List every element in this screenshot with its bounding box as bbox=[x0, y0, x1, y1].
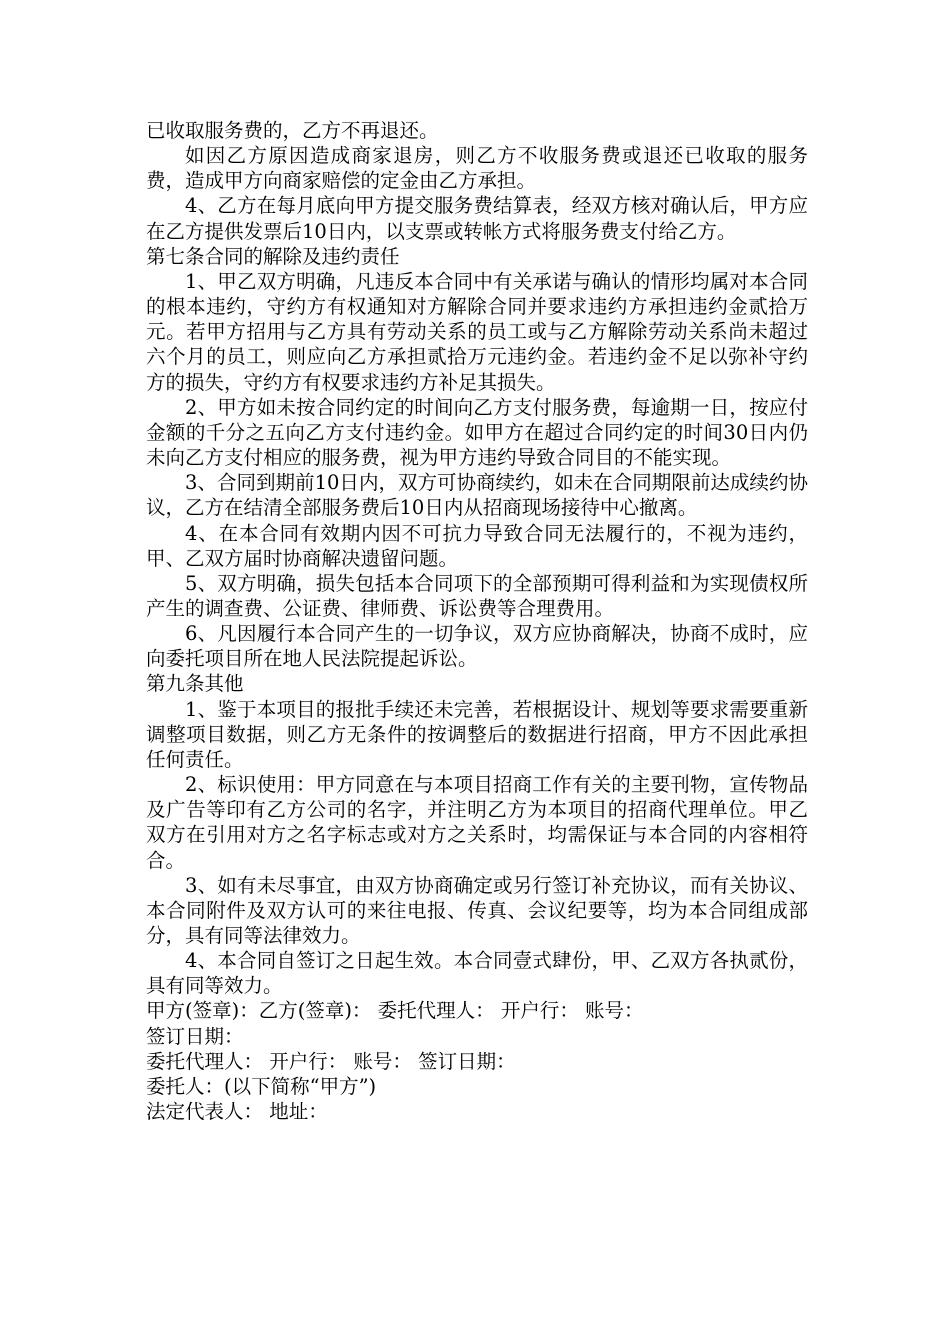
paragraph: 4、乙方在每月底向甲方提交服务费结算表，经双方核对确认后，甲方应在乙方提供发票后10日内，以支票或转帐方式将服务费支付给乙方。 bbox=[146, 194, 808, 243]
section-heading-article-9: 第九条其他 bbox=[146, 672, 244, 696]
paragraph: 1、甲乙双方明确，凡违反本合同中有关承诺与确认的情形均属对本合同的根本违约，守约方有权通知对方解除合同并要求违约方承担违约金贰拾万元。若甲方招用与乙方具有劳动关系的员工或与乙方解除劳动关系尚未超过六个月的员工，则应向乙方承担贰拾万元违约金。若违约金不足以弥补守约方的损失，守约方有权要求违约方补足其损失。 bbox=[146, 269, 808, 394]
paragraph: 6、凡因履行本合同产生的一切争议，双方应协商解决，协商不成时，应向委托项目所在地人民法院提起诉讼。 bbox=[146, 622, 808, 671]
signature-line: 委托代理人： 开户行： 账号： 签订日期： bbox=[146, 1049, 516, 1073]
paragraph: 如因乙方原因造成商家退房，则乙方不收服务费或退还已收取的服务费，造成甲方向商家赔偿的定金由乙方承担。 bbox=[146, 144, 808, 193]
signature-line: 甲方(签章)：乙方(签章)： 委托代理人： 开户行： 账号： bbox=[146, 999, 644, 1023]
document-page bbox=[146, 118, 808, 1124]
paragraph: 3、如有未尽事宜，由双方协商确定或另行签订补充协议，而有关协议、本合同附件及双方认可的来往电报、传真、会议纪要等，均为本合同组成部分，具有同等法律效力。 bbox=[146, 873, 808, 947]
section-heading-article-7: 第七条合同的解除及违约责任 bbox=[146, 244, 400, 268]
paragraph: 已收取服务费的，乙方不再退还。 bbox=[146, 119, 439, 142]
paragraph: 5、双方明确，损失包括本合同项下的全部预期可得利益和为实现债权所产生的调查费、公证费、律师费、诉讼费等合理费用。 bbox=[146, 571, 808, 620]
paragraph: 2、甲方如未按合同约定的时间向乙方支付服务费，每逾期一日，按应付金额的千分之五向乙方支付违约金。如甲方在超过合同约定的时间30日内仍未向乙方支付相应的服务费，视为甲方违约导致合同目的不能实现。 bbox=[146, 395, 808, 470]
paragraph: 4、本合同自签订之日起生效。本合同壹式肆份，甲、乙双方各执贰份，具有同等效力。 bbox=[146, 949, 808, 998]
paragraph: 2、标识使用：甲方同意在与本项目招商工作有关的主要刊物，宣传物品及广告等印有乙方公司的名字，并注明乙方为本项目的招商代理单位。甲乙双方在引用对方之名字标志或对方之关系时，均需保证与本合同的内容相符合。 bbox=[146, 773, 808, 872]
paragraph: 3、合同到期前10日内，双方可协商续约，如未在合同期限前达成续约协议，乙方在结清全部服务费后10日内从招商现场接待中心撤离。 bbox=[146, 471, 808, 520]
paragraph: 4、在本合同有效期内因不可抗力导致合同无法履行的，不视为违约，甲、乙双方届时协商解决遗留问题。 bbox=[146, 521, 808, 570]
paragraph: 1、鉴于本项目的报批手续还未完善，若根据设计、规划等要求需要重新调整项目数据，则乙方无条件的按调整后的数据进行招商，甲方不因此承担任何责任。 bbox=[146, 697, 808, 771]
signature-line: 签订日期： bbox=[146, 1024, 244, 1048]
signature-line: 法定代表人： 地址： bbox=[146, 1100, 328, 1124]
signature-line: 委托人：(以下简称“甲方”) bbox=[146, 1074, 377, 1098]
